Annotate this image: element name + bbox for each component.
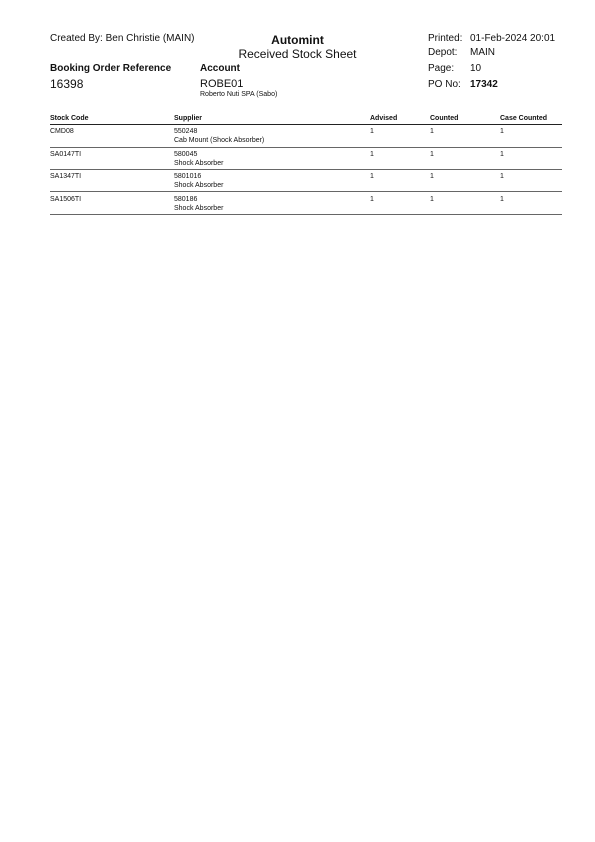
row-divider — [50, 169, 562, 170]
cell-stock-code: SA0147TI — [50, 151, 82, 158]
booking-ref-value: 16398 — [50, 77, 84, 91]
cell-advised: 1 — [370, 128, 374, 135]
account-code: ROBE01 — [200, 78, 244, 90]
cell-case-counted: 1 — [500, 173, 504, 180]
row-divider — [50, 214, 562, 215]
po-value: 17342 — [470, 79, 498, 90]
cell-stock-code: CMD08 — [50, 128, 74, 135]
column-header-stock-code: Stock Code — [50, 115, 89, 122]
cell-case-counted: 1 — [500, 151, 504, 158]
cell-counted: 1 — [430, 128, 434, 135]
cell-advised: 1 — [370, 151, 374, 158]
booking-ref-label: Booking Order Reference — [50, 63, 172, 74]
cell-stock-code: SA1506TI — [50, 196, 82, 203]
depot-value: MAIN — [470, 47, 495, 58]
printed-value: 01-Feb-2024 20:01 — [470, 33, 556, 44]
cell-supplier-code: 550248 — [174, 128, 198, 135]
cell-supplier-code: 5801016 — [174, 173, 202, 180]
cell-supplier-description: Cab Mount (Shock Absorber) — [174, 137, 265, 144]
depot-label: Depot: — [428, 47, 458, 58]
cell-supplier-description: Shock Absorber — [174, 182, 224, 189]
cell-counted: 1 — [430, 173, 434, 180]
page-value: 10 — [470, 63, 482, 74]
column-header-counted: Counted — [430, 115, 459, 122]
cell-stock-code: SA1347TI — [50, 173, 82, 180]
po-label: PO No: — [428, 79, 461, 90]
row-divider — [50, 147, 562, 148]
column-header-case-counted: Case Counted — [500, 115, 548, 122]
cell-advised: 1 — [370, 196, 374, 203]
header-divider — [50, 124, 562, 125]
cell-case-counted: 1 — [500, 196, 504, 203]
cell-case-counted: 1 — [500, 128, 504, 135]
row-divider — [50, 191, 562, 192]
column-header-advised: Advised — [370, 115, 398, 122]
sheet-title: Received Stock Sheet — [238, 47, 357, 61]
created-by-value: Ben Christie (MAIN) — [105, 33, 195, 44]
column-header-supplier: Supplier — [174, 115, 203, 122]
cell-supplier-description: Shock Absorber — [174, 160, 224, 167]
created-by-label: Created By: — [50, 33, 103, 44]
cell-supplier-description: Shock Absorber — [174, 205, 224, 212]
cell-counted: 1 — [430, 151, 434, 158]
account-name: Roberto Nuti SPA (Sabo) — [200, 91, 278, 98]
account-label: Account — [200, 63, 240, 74]
cell-supplier-code: 580186 — [174, 196, 198, 203]
company-name: Automint — [271, 33, 324, 47]
cell-counted: 1 — [430, 196, 434, 203]
printed-label: Printed: — [428, 33, 463, 44]
page-label: Page: — [428, 63, 455, 74]
cell-advised: 1 — [370, 173, 374, 180]
cell-supplier-code: 580045 — [174, 151, 198, 158]
